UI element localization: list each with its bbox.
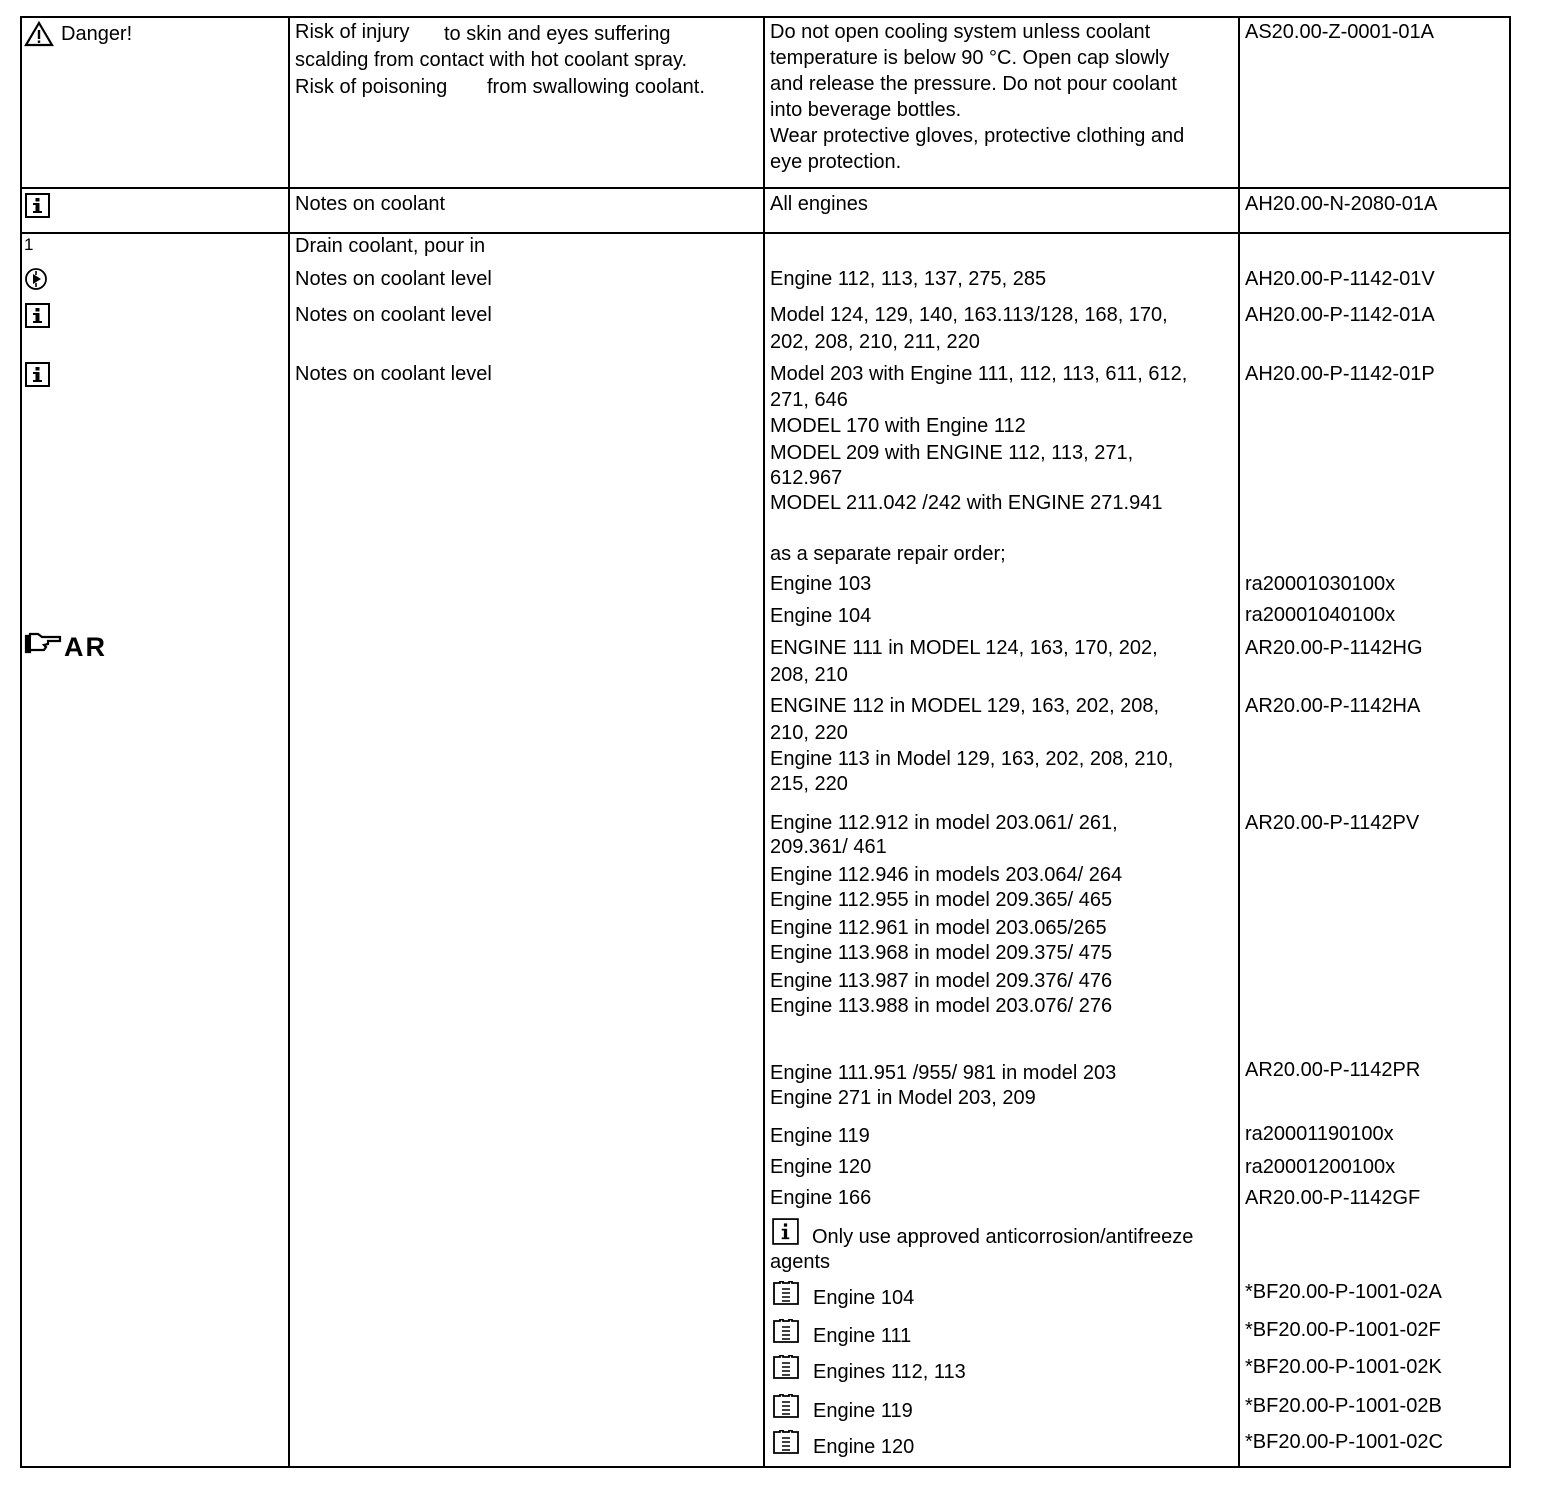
info-icon xyxy=(772,1218,799,1245)
risk-scalding-text: scalding from contact with hot coolant spray. xyxy=(295,49,688,71)
repair-order-scope: Engine 166 xyxy=(770,1187,872,1209)
safety-measure-line: eye protection. xyxy=(770,151,902,173)
step-number: 1 xyxy=(24,235,34,254)
repair-order-scope: Engine 112.912 in model 203.061/ 261, xyxy=(770,812,1118,834)
coolant-level-note-title: Notes on coolant level xyxy=(295,304,492,326)
coolant-level-note-scope: 202, 208, 210, 211, 220 xyxy=(770,331,980,353)
repair-order-scope: Engine 111.951 /955/ 981 in model 203 xyxy=(770,1062,1117,1084)
step-title: Drain coolant, pour in xyxy=(295,235,486,257)
spec-ref-link[interactable]: *BF20.00-P-1001-02K xyxy=(1245,1356,1442,1378)
risk-injury-text: to skin and eyes suffering xyxy=(444,23,671,45)
separate-repair-order-text: as a separate repair order; xyxy=(770,543,1006,565)
repair-order-ref-link[interactable]: AR20.00-P-1142PR xyxy=(1245,1059,1421,1081)
spec-scope: Engine 120 xyxy=(813,1436,915,1458)
repair-order-ref-link[interactable]: AR20.00-P-1142GF xyxy=(1245,1187,1421,1209)
coolant-level-note-scope: Model 124, 129, 140, 163.113/128, 168, 170, xyxy=(770,304,1168,326)
row-divider-2 xyxy=(20,232,1511,234)
column-divider-3 xyxy=(1238,16,1240,1468)
risk-poisoning-text: from swallowing coolant. xyxy=(487,76,705,98)
repair-order-ref-link[interactable]: ra20001040100x xyxy=(1245,604,1396,626)
repair-order-ref-link[interactable]: AR20.00-P-1142PV xyxy=(1245,812,1420,834)
danger-ref-link[interactable]: AS20.00-Z-0001-01A xyxy=(1245,21,1435,43)
spec-scope: Engine 119 xyxy=(813,1400,913,1422)
coolant-level-note-ref-link[interactable]: AH20.00-P-1142-01P xyxy=(1245,363,1435,385)
book-icon xyxy=(772,1281,800,1306)
info-icon xyxy=(25,193,50,218)
risk-injury-label: Risk of injury xyxy=(295,21,410,43)
spec-ref-link[interactable]: *BF20.00-P-1001-02B xyxy=(1245,1395,1442,1417)
repair-order-scope: Engine 104 xyxy=(770,605,872,627)
repair-order-scope: ENGINE 111 in MODEL 124, 163, 170, 202, xyxy=(770,637,1158,659)
table-border-top xyxy=(20,16,1511,18)
repair-order-scope: Engine 113.987 in model 209.376/ 476 xyxy=(770,970,1113,992)
repair-order-scope: 215, 220 xyxy=(770,773,848,795)
info-icon xyxy=(25,362,50,387)
spec-scope: Engine 111 xyxy=(813,1325,912,1347)
coolant-level-note-scope: MODEL 170 with Engine 112 xyxy=(770,415,1026,437)
repair-order-scope: Engine 112.946 in models 203.064/ 264 xyxy=(770,864,1123,886)
coolant-level-note-scope: 271, 646 xyxy=(770,389,848,411)
coolant-level-note-title: Notes on coolant level xyxy=(295,363,492,385)
ar-label: AR xyxy=(64,632,107,662)
safety-measure-line: Do not open cooling system unless coolant xyxy=(770,21,1151,43)
spec-ref-link[interactable]: *BF20.00-P-1001-02A xyxy=(1245,1281,1442,1303)
repair-order-scope: 209.361/ 461 xyxy=(770,836,887,858)
spec-ref-link[interactable]: *BF20.00-P-1001-02C xyxy=(1245,1431,1443,1453)
safety-measure-line: into beverage bottles. xyxy=(770,99,962,121)
danger-label: Danger! xyxy=(61,23,133,45)
coolant-level-note-ref-link[interactable]: AH20.00-P-1142-01A xyxy=(1245,304,1435,326)
table-border-left xyxy=(20,16,22,1468)
coolant-level-note-scope: Engine 112, 113, 137, 275, 285 xyxy=(770,268,1047,290)
info-icon xyxy=(25,303,50,328)
warning-triangle-icon xyxy=(24,21,54,47)
notes-on-coolant-scope: All engines xyxy=(770,193,868,215)
repair-order-ref-link[interactable]: AR20.00-P-1142HA xyxy=(1245,695,1421,717)
repair-order-scope: Engine 112.961 in model 203.065/265 xyxy=(770,917,1107,939)
risk-poisoning-label: Risk of poisoning xyxy=(295,76,448,98)
coolant-level-note-scope: Model 203 with Engine 111, 112, 113, 611, 612, xyxy=(770,363,1188,385)
notes-on-coolant-title: Notes on coolant xyxy=(295,193,446,215)
coolant-level-note-scope: 612.967 xyxy=(770,467,843,489)
repair-order-scope: Engine 120 xyxy=(770,1156,872,1178)
coolant-level-note-ref-link[interactable]: AH20.00-P-1142-01V xyxy=(1245,268,1435,290)
repair-order-ref-link[interactable]: AR20.00-P-1142HG xyxy=(1245,637,1423,659)
spec-scope: Engine 104 xyxy=(813,1287,915,1309)
repair-order-scope: Engine 113.968 in model 209.375/ 475 xyxy=(770,942,1113,964)
repair-order-scope: 210, 220 xyxy=(770,722,848,744)
agent-note-text: agents xyxy=(770,1251,831,1273)
safety-measure-line: and release the pressure. Do not pour coolant xyxy=(770,73,1177,95)
repair-order-ref-link[interactable]: ra20001030100x xyxy=(1245,573,1396,595)
agent-note-text: Only use approved anticorrosion/antifreeze xyxy=(812,1226,1194,1248)
coolant-level-note-scope: MODEL 211.042 /242 with ENGINE 271.941 xyxy=(770,492,1163,514)
repair-order-scope: ENGINE 112 in MODEL 129, 163, 202, 208, xyxy=(770,695,1160,717)
repair-order-scope: Engine 271 in Model 203, 209 xyxy=(770,1087,1036,1109)
repair-order-scope: Engine 119 xyxy=(770,1125,870,1147)
repair-order-ref-link[interactable]: ra20001200100x xyxy=(1245,1156,1396,1178)
book-icon xyxy=(772,1394,800,1419)
repair-order-ref-link[interactable]: ra20001190100x xyxy=(1245,1123,1394,1145)
clock-arrow-icon xyxy=(24,267,48,291)
column-divider-1 xyxy=(288,16,290,1468)
spec-scope: Engines 112, 113 xyxy=(813,1361,966,1383)
coolant-level-note-title: Notes on coolant level xyxy=(295,268,492,290)
repair-order-scope: 208, 210 xyxy=(770,664,848,686)
table-border-right xyxy=(1509,16,1511,1468)
book-icon xyxy=(772,1355,800,1380)
spec-ref-link[interactable]: *BF20.00-P-1001-02F xyxy=(1245,1319,1441,1341)
row-divider-1 xyxy=(20,187,1511,189)
notes-on-coolant-ref-link[interactable]: AH20.00-N-2080-01A xyxy=(1245,193,1438,215)
safety-measure-line: Wear protective gloves, protective clothing and xyxy=(770,125,1185,147)
repair-order-scope: Engine 113 in Model 129, 163, 202, 208, 210, xyxy=(770,748,1174,770)
repair-order-scope: Engine 113.988 in model 203.076/ 276 xyxy=(770,995,1113,1017)
book-icon xyxy=(772,1319,800,1344)
pointing-hand-icon xyxy=(24,632,62,656)
safety-measure-line: temperature is below 90 °C. Open cap slowly xyxy=(770,47,1170,69)
column-divider-2 xyxy=(763,16,765,1468)
repair-order-scope: Engine 103 xyxy=(770,573,872,595)
book-icon xyxy=(772,1430,800,1455)
coolant-level-note-scope: MODEL 209 with ENGINE 112, 113, 271, xyxy=(770,442,1134,464)
repair-order-scope: Engine 112.955 in model 209.365/ 465 xyxy=(770,889,1113,911)
table-border-bottom xyxy=(20,1466,1511,1468)
